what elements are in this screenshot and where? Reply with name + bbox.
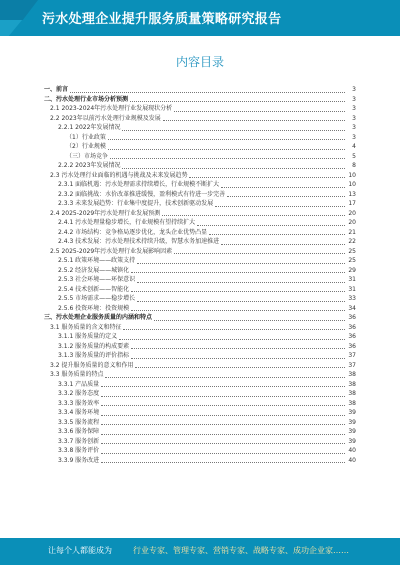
toc-entry-page: 21 xyxy=(348,228,356,236)
toc-entry[interactable] xyxy=(44,133,356,143)
toc-leader-dots xyxy=(221,187,345,188)
toc-entry-page: 13 xyxy=(348,190,356,198)
toc-leader-dots xyxy=(197,225,345,226)
toc-entry-label: 3.3 服务质量的特点 xyxy=(50,371,104,378)
toc-entry-page: 3 xyxy=(352,105,356,112)
toc-leader-dots xyxy=(119,339,345,340)
toc-entry-label: 2.5.4 技术创新——智能化 xyxy=(58,285,130,293)
toc-entry-page: 39 xyxy=(348,437,356,445)
toc-entry-label: 2.5.2 经济发展——城镇化 xyxy=(58,266,130,274)
toc-leader-dots xyxy=(101,462,345,463)
toc-leader-dots xyxy=(135,367,345,368)
toc-entry-label: 三、污水处理企业服务质量的内涵和特点 xyxy=(44,314,153,321)
toc-entry-page: 5 xyxy=(352,152,356,160)
toc-entry[interactable] xyxy=(44,437,356,447)
toc-entry[interactable] xyxy=(44,104,356,114)
toc-leader-dots xyxy=(215,206,345,207)
toc-entry[interactable] xyxy=(44,370,356,380)
toc-entry-page: 37 xyxy=(348,352,356,359)
toc-leader-dots xyxy=(131,272,345,273)
toc-entry-page: 36 xyxy=(348,323,356,331)
toc-leader-dots xyxy=(122,168,345,169)
toc-entry[interactable] xyxy=(44,171,356,181)
toc-entry[interactable] xyxy=(44,418,356,428)
toc-entry-page: 25 xyxy=(348,257,356,264)
toc-entry-page: 3 xyxy=(352,114,356,122)
toc-heading: 内容目录 xyxy=(175,55,224,69)
toc-entry-page: 29 xyxy=(348,266,356,274)
toc-entry-page: 17 xyxy=(348,200,356,207)
toc-leader-dots xyxy=(70,92,345,93)
toc-entry[interactable] xyxy=(44,161,356,171)
toc-entry[interactable] xyxy=(44,342,356,352)
toc-entry-label: （三）市场竞争 xyxy=(66,152,109,160)
toc-entry-page: 36 xyxy=(348,314,356,321)
toc-leader-dots xyxy=(101,443,345,444)
toc-leader-dots xyxy=(101,415,345,416)
toc-entry-label: 3.3.4 服务环境 xyxy=(58,409,100,416)
toc-entry-page: 25 xyxy=(348,247,356,255)
toc-leader-dots xyxy=(189,177,345,178)
toc-entry-label: 2.2.2 2023年发展情况 xyxy=(58,162,121,169)
toc-entry-label: 3.1.2 服务质量的构成要素 xyxy=(58,342,130,350)
toc-entry[interactable] xyxy=(44,313,356,323)
toc-entry-label: 3.1.3 服务质量的评价指标 xyxy=(58,352,130,359)
toc-leader-dots xyxy=(110,158,345,159)
footer-slogan: 让每个人都能成为 xyxy=(48,546,112,555)
toc-entry-label: 2.3.2 面临挑战：水价改革推进缓慢，盈利模式有待进一步完善 xyxy=(58,190,226,198)
toc-entry[interactable] xyxy=(44,361,356,371)
toc-entry-label: 2.5.1 政策环境——政策支持 xyxy=(58,257,136,264)
toc-leader-dots xyxy=(174,253,345,254)
toc-entry[interactable] xyxy=(44,142,356,152)
toc-entry-page: 34 xyxy=(348,304,356,312)
toc-entry-page: 40 xyxy=(348,456,356,464)
toc-leader-dots xyxy=(101,396,345,397)
toc-entry-label: 3.3.5 服务流程 xyxy=(58,418,100,426)
toc-entry-page: 22 xyxy=(348,238,356,245)
toc-leader-dots xyxy=(137,282,345,283)
toc-leader-dots xyxy=(131,348,345,349)
toc-entry-label: 2.5 2025-2029年污水处理行业发展影响因素 xyxy=(50,247,173,255)
banner-decoration xyxy=(0,0,38,20)
toc-entry[interactable] xyxy=(44,209,356,219)
toc-entry[interactable] xyxy=(44,152,356,162)
toc-entry-label: 3.1.1 服务质量的定义 xyxy=(58,333,118,340)
toc-entry-label: 二、污水处理行业市场分析预测 xyxy=(44,95,129,103)
toc-entry-page: 20 xyxy=(348,219,356,226)
toc-entry-page: 36 xyxy=(348,342,356,350)
toc-entry[interactable] xyxy=(44,285,356,295)
toc-entry-label: 2.5.3 社会环境——环保意识 xyxy=(58,276,136,283)
toc-leader-dots xyxy=(130,101,345,102)
toc-entry[interactable] xyxy=(44,85,356,95)
toc-entry-label: 一、前言 xyxy=(44,86,69,93)
toc-entry[interactable] xyxy=(44,408,356,418)
toc-entry[interactable] xyxy=(44,95,356,105)
toc-entry-label: 2.3.3 未来发展趋势：行业集中度提升，技术创新驱动发展 xyxy=(58,200,214,207)
toc-leader-dots xyxy=(108,139,345,140)
toc-entry-label: （1）行业政策 xyxy=(66,133,106,141)
table-of-contents xyxy=(44,85,356,465)
toc-entry[interactable] xyxy=(44,199,356,209)
toc-leader-dots xyxy=(108,149,345,150)
toc-leader-dots xyxy=(131,291,345,292)
footer-banner xyxy=(0,538,400,565)
toc-entry-label: 3.3.2 服务态度 xyxy=(58,390,100,397)
toc-entry-page: 3 xyxy=(352,86,356,93)
toc-entry-page: 38 xyxy=(348,399,356,407)
toc-entry-page: 3 xyxy=(352,124,356,131)
toc-leader-dots xyxy=(101,405,345,406)
toc-entry[interactable] xyxy=(44,389,356,399)
toc-entry[interactable] xyxy=(44,456,356,466)
toc-entry-label: 2.5.6 投资环境：投资规模 xyxy=(58,304,130,312)
toc-entry-label: 3.3.6 服务保障 xyxy=(58,428,100,435)
toc-entry-label: （2）行业规模 xyxy=(66,143,106,150)
toc-entry-page: 38 xyxy=(348,380,356,388)
toc-entry-label: 3.3.1 产品质量 xyxy=(58,380,100,388)
toc-entry[interactable] xyxy=(44,237,356,247)
toc-entry-page: 38 xyxy=(348,390,356,397)
toc-leader-dots xyxy=(101,453,345,454)
toc-entry-label: 2.3 污水处理行业面临的机遇与挑战及未来发展趋势 xyxy=(50,171,188,179)
toc-entry-page: 37 xyxy=(348,361,356,369)
toc-entry-page: 40 xyxy=(348,447,356,454)
toc-entry-page: 3 xyxy=(352,133,356,141)
toc-leader-dots xyxy=(122,130,345,131)
toc-entry[interactable] xyxy=(44,275,356,285)
toc-entry-page: 4 xyxy=(352,143,356,150)
toc-entry[interactable] xyxy=(44,427,356,437)
toc-entry[interactable] xyxy=(44,351,356,361)
toc-entry-label: 2.5.5 市场需求——稳步增长 xyxy=(58,295,136,302)
toc-leader-dots xyxy=(131,310,345,311)
toc-entry[interactable] xyxy=(44,446,356,456)
toc-entry-label: 2.4.2 市场结构：竞争格局逐步优化，龙头企业优势凸显 xyxy=(58,228,208,236)
toc-leader-dots xyxy=(174,111,345,112)
toc-entry[interactable] xyxy=(44,266,356,276)
toc-entry-page: 20 xyxy=(348,209,356,217)
toc-entry-page: 38 xyxy=(348,371,356,378)
toc-entry[interactable] xyxy=(44,399,356,409)
toc-entry-page: 39 xyxy=(348,428,356,435)
toc-entry-page: 39 xyxy=(348,418,356,426)
toc-entry-label: 3.3.9 服务改进 xyxy=(58,456,100,464)
toc-leader-dots xyxy=(227,196,345,197)
toc-leader-dots xyxy=(137,263,345,264)
toc-entry-label: 3.3.3 服务效率 xyxy=(58,399,100,407)
toc-entry-label: 3.2 提升服务质量的意义和作用 xyxy=(50,361,134,369)
toc-leader-dots xyxy=(221,244,345,245)
toc-leader-dots xyxy=(105,377,345,378)
toc-entry-label: 3.1 服务质量的含义和特征 xyxy=(50,323,122,331)
toc-entry-label: 2.1 2023-2024年污水处理行业发展现状分析 xyxy=(50,105,173,112)
toc-entry-page: 36 xyxy=(348,333,356,340)
toc-leader-dots xyxy=(101,424,345,425)
toc-entry-page: 31 xyxy=(348,285,356,293)
toc-leader-dots xyxy=(162,215,345,216)
toc-entry[interactable] xyxy=(44,218,356,228)
toc-entry-label: 2.4 2025-2029年污水处理行业发展预测 xyxy=(50,209,161,217)
toc-entry[interactable] xyxy=(44,294,356,304)
toc-leader-dots xyxy=(123,329,345,330)
toc-entry-page: 8 xyxy=(352,162,356,169)
toc-entry-page: 31 xyxy=(348,276,356,283)
toc-leader-dots xyxy=(101,386,345,387)
toc-leader-dots xyxy=(209,234,345,235)
toc-entry[interactable] xyxy=(44,180,356,190)
toc-entry-label: 3.3.8 服务评价 xyxy=(58,447,100,454)
toc-leader-dots xyxy=(101,434,345,435)
toc-entry-page: 10 xyxy=(348,181,356,188)
toc-entry-page: 10 xyxy=(348,171,356,179)
toc-entry-label: 3.3.7 服务创新 xyxy=(58,437,100,445)
header-banner xyxy=(0,0,400,36)
report-title: 污水处理企业提升服务质量策略研究报告 xyxy=(42,12,282,27)
toc-entry[interactable] xyxy=(44,323,356,333)
toc-entry[interactable] xyxy=(44,380,356,390)
toc-entry[interactable] xyxy=(44,123,356,133)
toc-entry[interactable] xyxy=(44,256,356,266)
toc-entry[interactable] xyxy=(44,247,356,257)
toc-leader-dots xyxy=(154,320,345,321)
toc-leader-dots xyxy=(137,301,345,302)
toc-entry-page: 33 xyxy=(348,295,356,302)
toc-entry[interactable] xyxy=(44,332,356,342)
toc-entry[interactable] xyxy=(44,304,356,314)
toc-entry-label: 2.2 2023年以前污水处理行业规模及发展 xyxy=(50,114,161,122)
toc-entry-label: 2.3.1 面临机遇：污水处理需求持续增长，行业规模不断扩大 xyxy=(58,181,220,188)
toc-entry-label: 2.4.3 技术发展：污水处理技术持续升级，智慧水务加速推进 xyxy=(58,238,220,245)
footer-roles: 行业专家、管理专家、营销专家、战略专家、成功企业家…… xyxy=(133,546,349,555)
toc-entry-page: 39 xyxy=(348,409,356,416)
toc-leader-dots xyxy=(163,120,345,121)
toc-entry[interactable] xyxy=(44,228,356,238)
toc-entry[interactable] xyxy=(44,114,356,124)
toc-entry-page: 3 xyxy=(352,95,356,103)
toc-entry-label: 2.4.1 污水处理量稳步增长，行业规模有望持续扩大 xyxy=(58,219,196,226)
toc-entry[interactable] xyxy=(44,190,356,200)
toc-leader-dots xyxy=(131,358,345,359)
toc-entry-label: 2.2.1 2022年发展情况 xyxy=(58,124,121,131)
banner-decoration-accent xyxy=(0,20,22,36)
